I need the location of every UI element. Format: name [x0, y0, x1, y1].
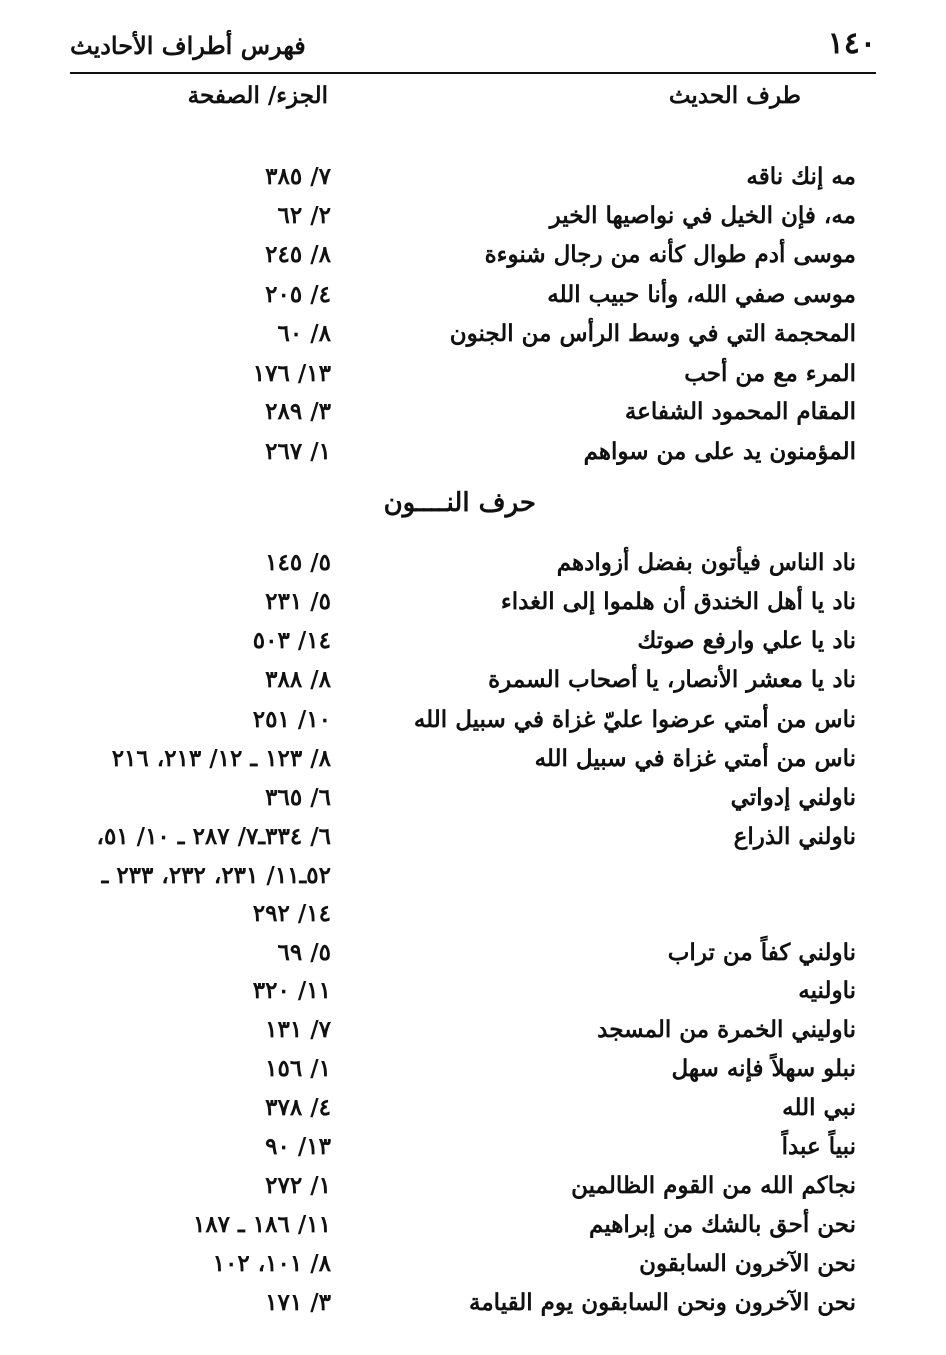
entry-reference: ١٤/ ٥٠٣: [252, 627, 331, 654]
entry-text: نحن الآخرون السابقون: [639, 1250, 856, 1277]
entry-text: نحن أحق بالشك من إبراهيم: [589, 1211, 856, 1238]
entry-text: ناولني كفاً من تراب: [667, 939, 856, 966]
entry-reference: ٧/ ٣٨٥: [265, 163, 331, 190]
entry-text: ناس من أمتي غزاة في سبيل الله: [534, 745, 856, 772]
column-header-hadith: طرف الحديث: [668, 82, 801, 109]
entry-reference: ١/ ٢٦٧: [265, 438, 331, 465]
page-header: [70, 24, 876, 74]
entry-text: نحن الآخرون ونحن السابقون يوم القيامة: [469, 1289, 856, 1316]
entry-reference: ٨/ ٢٤٥: [265, 241, 331, 268]
entry-text: ناد الناس فيأتون بفضل أزوادهم: [556, 549, 856, 576]
entry-text: موسى صفي الله، وأنا حبيب الله: [547, 281, 856, 308]
entry-reference: ٨/ ١٠١، ١٠٢: [212, 1250, 331, 1277]
entry-reference: ٤/ ٢٠٥: [265, 281, 331, 308]
entry-text: موسى أدم طوال كأنه من رجال شنوءة: [484, 241, 856, 268]
entry-text: المقام المحمود الشفاعة: [624, 398, 856, 425]
entry-reference: ٧/ ١٣١: [265, 1016, 331, 1043]
entry-text: نبياً عبداً: [781, 1133, 856, 1160]
page-number: ١٤٠: [827, 26, 876, 61]
entry-reference: ٢/ ٦٢: [277, 202, 331, 229]
entry-reference: ٤/ ٣٧٨: [265, 1094, 331, 1121]
entry-reference: ٨/ ٣٨٨: [265, 666, 331, 693]
entry-reference: ٦/ ٣٦٥: [265, 784, 331, 811]
entry-reference: ٥٢ـ١١/ ٢٣١، ٢٣٢، ٢٣٣ ـ: [101, 862, 331, 889]
entry-reference: ٥/ ٦٩: [277, 939, 331, 966]
entry-text: ناس من أمتي عرضوا عليّ غزاة في سبيل الله: [413, 706, 856, 733]
entry-text: ناولنيه: [798, 977, 856, 1004]
entry-reference: ٥/ ٢٣١: [265, 588, 331, 615]
entry-text: ناد يا معشر الأنصار، يا أصحاب السمرة: [488, 666, 856, 693]
entry-text: نبلو سهلاً فإنه سهل: [671, 1055, 856, 1082]
entry-text: نبي الله: [782, 1094, 856, 1121]
entry-reference: ١٤/ ٢٩٢: [252, 900, 331, 927]
entry-reference: ٨/ ١٢٣ ـ ١٢/ ٢١٣، ٢١٦: [111, 745, 331, 772]
entry-reference: ١١/ ٣٢٠: [252, 977, 331, 1004]
entry-reference: ٦/ ٣٣٤ـ٧/ ٢٨٧ ـ ١٠/ ٥١،: [96, 823, 331, 850]
running-title: فهرس أطراف الأحاديث: [70, 31, 306, 60]
entry-text: المرء مع من أحب: [684, 360, 856, 387]
entry-reference: ١٣/ ٩٠: [265, 1133, 331, 1160]
column-header-volume-page: الجزء/ الصفحة: [187, 82, 328, 109]
entry-text: ناد يا أهل الخندق أن هلموا إلى الغداء: [500, 588, 856, 615]
entry-reference: ١/ ٢٧٢: [265, 1172, 331, 1199]
entry-reference: ١١/ ١٨٦ ـ ١٨٧: [192, 1211, 331, 1238]
entry-text: ناولني إدواتي: [730, 784, 856, 811]
entry-reference: ٣/ ١٧١: [265, 1289, 331, 1316]
entry-reference: ٨/ ٦٠: [277, 320, 331, 347]
entry-text: ناوليني الخمرة من المسجد: [597, 1016, 856, 1043]
entry-reference: ٥/ ١٤٥: [265, 549, 331, 576]
entry-text: مه، فإن الخيل في نواصيها الخير: [549, 202, 856, 229]
entry-text: ناولني الذراع: [733, 823, 856, 850]
section-heading: حرف النــــون: [383, 488, 536, 518]
entry-text: ناد يا علي وارفع صوتك: [637, 627, 856, 654]
entry-reference: ١٠/ ٢٥١: [252, 706, 331, 733]
entry-text: المحجمة التي في وسط الرأس من الجنون: [449, 320, 856, 347]
entry-text: نجاكم الله من القوم الظالمين: [571, 1172, 856, 1199]
entry-text: المؤمنون يد على من سواهم: [583, 438, 856, 465]
entry-reference: ١٣/ ١٧٦: [252, 360, 331, 387]
entry-reference: ١/ ١٥٦: [265, 1055, 331, 1082]
entry-text: مه إنك ناقه: [746, 163, 856, 190]
entry-reference: ٣/ ٢٨٩: [265, 398, 331, 425]
